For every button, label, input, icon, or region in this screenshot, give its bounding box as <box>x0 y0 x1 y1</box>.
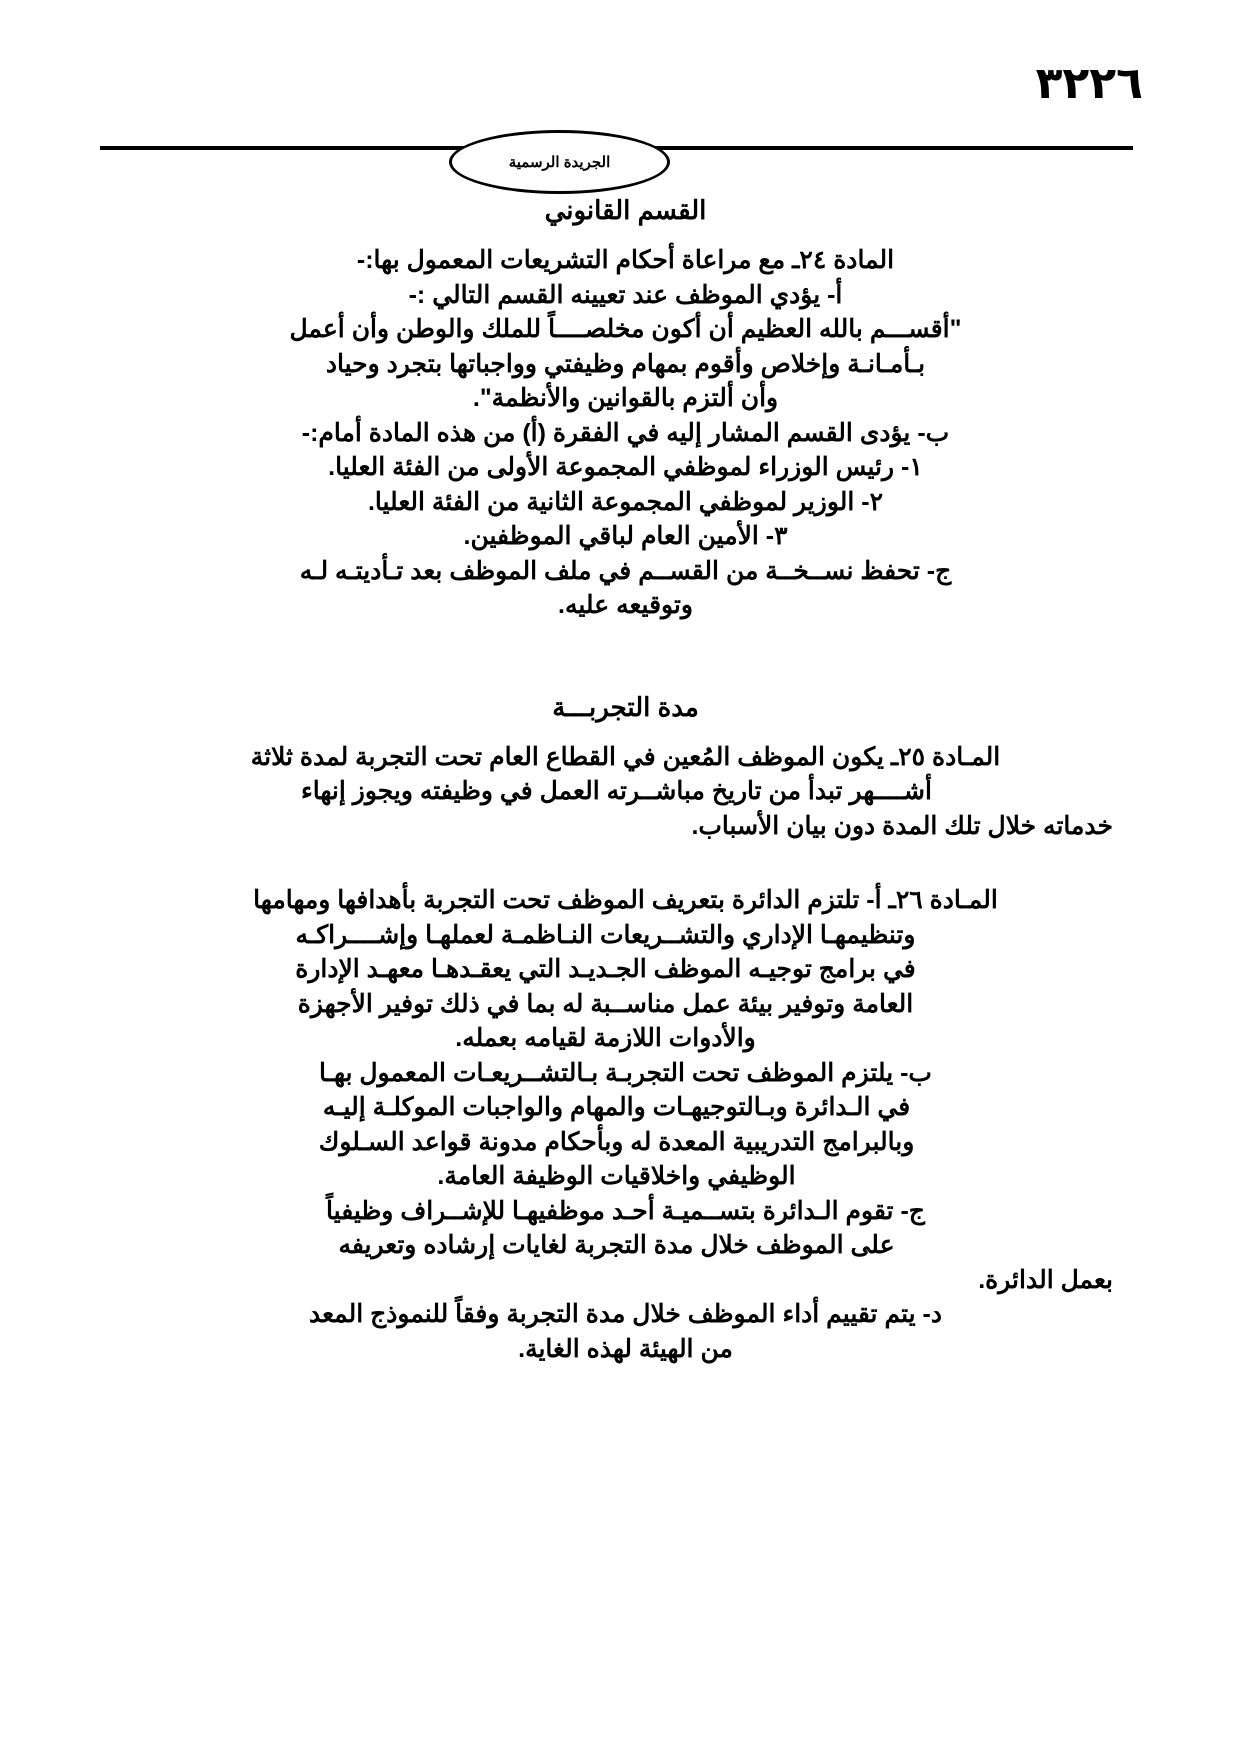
oath-line-2: بـأمـانـة وإخلاص وأقوم بمهام وظيفتي وواجباتها بتجرد وحياد <box>325 349 926 378</box>
article-26-clause-a-line-3: في برامج توجيـه الموظف الجـديـد التي يعقـدهـا معهـد الإدارة <box>295 955 916 983</box>
spacer <box>120 844 1131 884</box>
article-24-clause-a: أ- يؤدي الموظف عند تعيينه القسم التالي :- <box>408 280 843 309</box>
article-26-clause-a-line-1: المـادة ٢٦ـ أ- تلتزم الدائرة بتعريف الموظف تحت التجربة بأهدافها ومهامها <box>253 886 998 914</box>
article-24-clause-c-line-2: وتوقيعه عليه. <box>558 591 693 619</box>
document-body <box>0 195 1241 1367</box>
stamp-label: الجريدة الرسمية <box>508 154 611 171</box>
article-26-clause-b-line-3: وبالبرامج التدريبية المعدة له وبأحكام مدونة قواعد السـلوك <box>318 1127 915 1156</box>
oath-line-3: وأن ألتزم بالقوانين والأنظمة". <box>472 384 779 412</box>
article-25-line-1: المـادة ٢٥ـ يكون الموظف المُعين في القطاع العام تحت التجربة لمدة ثلاثة <box>250 742 1001 771</box>
article-24-clause-c-line-1: ج- تحفظ نســخــة من القســم في ملف الموظف بعد تـأديتـه لـه <box>299 556 952 585</box>
article-26-clause-a-line-4: العامة وتوفير بيئة عمل مناســبة له بما في ذلك توفير الأجهزة <box>297 989 914 1018</box>
article-26-clause-c-line-3: بعمل الدائرة. <box>978 1265 1113 1294</box>
article-26-clause-b-line-1: ب- يلتزم الموظف تحت التجربـة بـالتشــريعـات المعمول بهـا <box>319 1058 932 1087</box>
list-item: ٣- الأمين العام لباقي الموظفين. <box>463 522 788 550</box>
article-25-line-3: خدماته خلال تلك المدة دون بيان الأسباب. <box>691 811 1113 840</box>
article-26-clause-d-line-2: من الهيئة لهذه الغاية. <box>518 1334 733 1363</box>
section-title-probation: مدة التجربـــة <box>552 691 699 722</box>
section-title-legal: القسم القانوني <box>544 195 707 225</box>
list-item: ٢- الوزير لموظفي المجموعة الثانية من الفئة العليا. <box>367 487 884 516</box>
article-26-clause-c-line-2: على الموظف خلال مدة التجربة لغايات إرشاده وتعريفه <box>338 1231 895 1259</box>
article-26-clause-b-line-4: الوظيفي واخلاقيات الوظيفة العامة. <box>437 1162 796 1190</box>
header-rule-group <box>0 130 1241 190</box>
article-24-clause-b: ب- يؤدى القسم المشار إليه في الفقرة (أ) من هذه المادة أمام:- <box>301 418 950 447</box>
article-24-intro: المادة ٢٤ـ مع مراعاة أحكام التشريعات المعمول بها:- <box>356 246 895 274</box>
article-26-clause-a-line-2: وتنظيمهـا الإداري والتشــريعات النـاظمـة لعملهـا وإشــــراكـه <box>295 920 916 949</box>
list-item: ١- رئيس الوزراء لموظفي المجموعة الأولى من الفئة العليا. <box>328 453 923 481</box>
article-26-clause-a-line-5: والأدوات اللازمة لقيامه بعمله. <box>455 1024 756 1052</box>
article-26-clause-d-line-1: د- يتم تقييم أداء الموظف خلال مدة التجربة وفقاً للنموذج المعد <box>309 1300 942 1328</box>
page-number: ٣٢٢٦ <box>1035 58 1143 109</box>
article-26-clause-b-line-2: في الـدائرة وبـالتوجيهـات والمهام والواجبات الموكلـة إليـه <box>322 1093 911 1121</box>
spacer <box>120 624 1131 650</box>
official-gazette-stamp <box>449 130 670 194</box>
article-26-clause-c-line-1: ج- تقوم الـدائرة بتســميـة أحـد موظفيهـا للإشــراف وظيفياً <box>326 1196 925 1225</box>
oath-line-1: "أقســـم بالله العظيم أن أكون مخلصــــاً للملك والوطن وأن أعمل <box>289 315 962 343</box>
article-25-line-2: أشــــهر تبدأ من تاريخ مباشــرته العمل في وظيفته ويجوز إنهاء <box>301 777 932 805</box>
oath-authorities-list <box>120 451 1131 553</box>
